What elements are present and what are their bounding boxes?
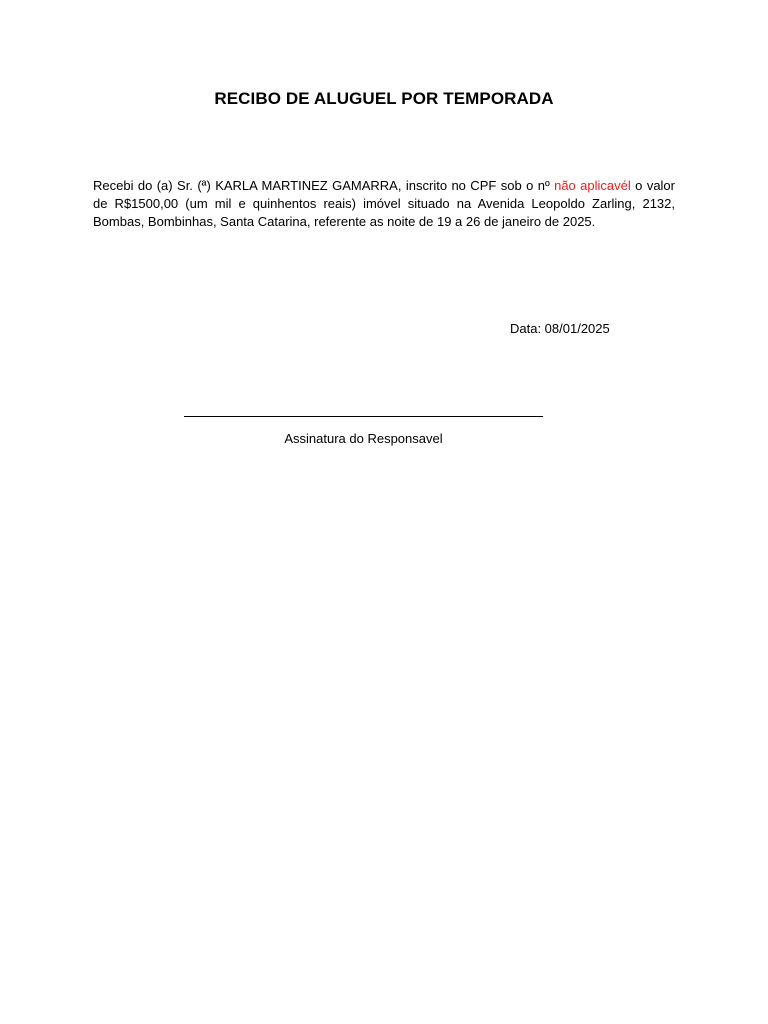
paragraph-text-start: Recebi do (a) Sr. (ª) KARLA MARTINEZ GAMARRA, inscrito no CPF sob o nº	[93, 178, 555, 193]
receipt-date: Data: 08/01/2025	[510, 321, 610, 336]
signature-label: Assinatura do Responsavel	[284, 431, 443, 446]
cpf-value-highlight: não aplicavél	[554, 178, 631, 193]
document-title: RECIBO DE ALUGUEL POR TEMPORADA	[214, 89, 554, 108]
signature-line	[184, 416, 543, 417]
receipt-paragraph	[93, 177, 675, 231]
paragraph-text-end: o valor de R$1500,00 (um mil e quinhentos reais) imóvel situado na Avenida Leopoldo Zarling, 2132, Bombas, Bombinhas, Santa Catarina, referente as noite de 19 a 26 de janeiro de 2025.	[93, 178, 675, 229]
